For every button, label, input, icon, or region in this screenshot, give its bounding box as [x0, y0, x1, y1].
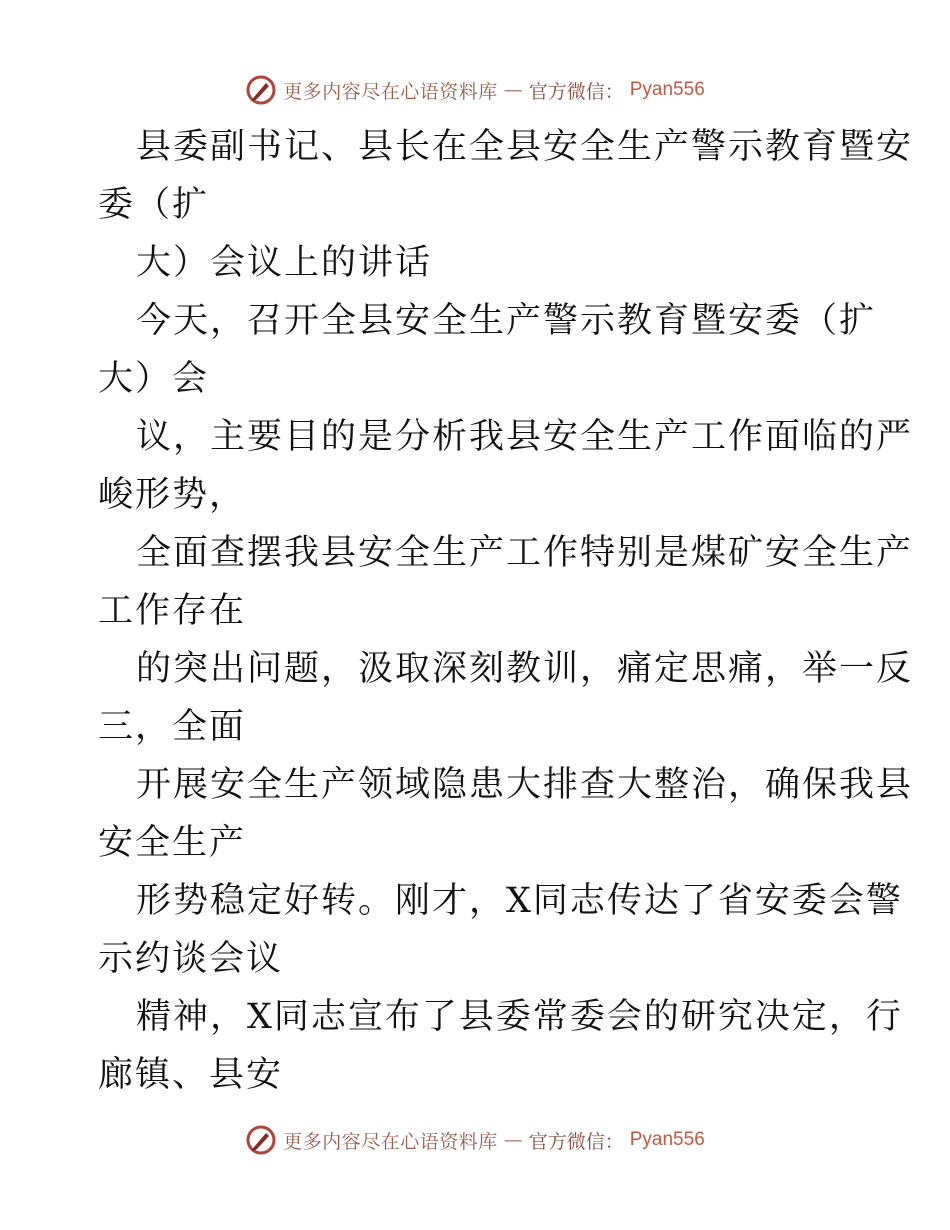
paragraph-line: 廊镇、县安	[98, 1055, 284, 1095]
paragraph-line: 议，主要目的是分析我县安全生产工作面临的严	[136, 417, 914, 457]
watermark-text: 更多内容尽在心语资料库	[283, 1130, 498, 1153]
footer-watermark	[0, 1120, 950, 1160]
paragraph	[98, 756, 914, 872]
paragraph-line: 工作存在	[98, 591, 247, 631]
paragraph	[98, 640, 914, 756]
paragraph	[98, 988, 903, 1104]
paragraph	[98, 408, 914, 524]
paragraph-line: 峻形势，	[98, 475, 247, 515]
pen-logo-icon	[245, 74, 277, 106]
paragraph-line: 今天，召开全县安全生产警示教育暨安委（扩	[136, 301, 877, 341]
paragraph-line: 大）会议上的讲话	[136, 243, 433, 283]
paragraph	[98, 118, 914, 234]
paragraph-line: 大）会	[98, 359, 210, 399]
watermark-separator: —	[503, 79, 523, 101]
paragraph	[98, 234, 858, 292]
watermark-label: 官方微信：	[528, 1130, 624, 1153]
watermark-wechat-id: Pyan556	[629, 1129, 705, 1150]
paragraph-line: 县委副书记、县长在全县安全生产警示教育暨安	[136, 127, 914, 167]
watermark-text: 更多内容尽在心语资料库	[283, 80, 498, 103]
paragraph	[98, 292, 877, 408]
header-watermark	[0, 70, 950, 110]
paragraph-line: 三，全面	[98, 707, 247, 747]
paragraph	[98, 524, 914, 640]
watermark-label: 官方微信：	[528, 80, 624, 103]
watermark-separator: —	[503, 1129, 523, 1151]
watermark-wechat-id: Pyan556	[629, 79, 705, 100]
paragraph-line: 委（扩	[98, 185, 210, 225]
paragraph-line: 开展安全生产领域隐患大排查大整治，确保我县	[136, 765, 914, 805]
paragraph-line: 的突出问题，汲取深刻教训，痛定思痛，举一反	[136, 649, 914, 689]
paragraph	[98, 872, 903, 988]
paragraph-line: 精神，X同志宣布了县委常委会的研究决定，行	[136, 997, 903, 1037]
paragraph-line: 全面查摆我县安全生产工作特别是煤矿安全生产	[136, 533, 914, 573]
paragraph-line: 形势稳定好转。刚才，X同志传达了省安委会警	[136, 881, 903, 921]
paragraph-line: 安全生产	[98, 823, 247, 863]
paragraph-line: 示约谈会议	[98, 939, 284, 979]
document-body	[98, 118, 914, 1104]
pen-logo-icon	[245, 1124, 277, 1156]
